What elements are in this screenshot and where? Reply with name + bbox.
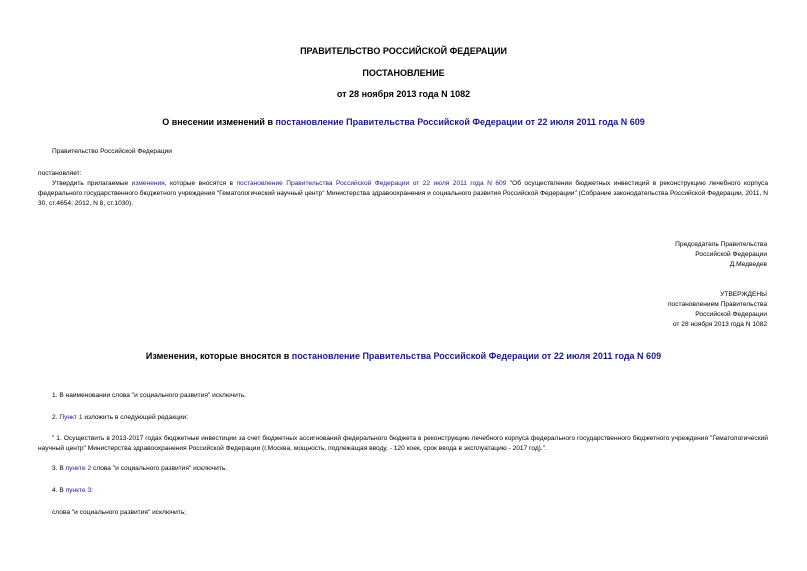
paragraph-approve xyxy=(38,179,768,209)
approved-block xyxy=(668,290,767,330)
approved-date: от 28 ноября 2013 года N 1082 xyxy=(672,321,767,328)
approved-by: постановлением Правительства xyxy=(667,301,767,308)
p1-text-b: , которые вносятся в xyxy=(164,180,237,187)
item-2-text: изложить в следующей редакции: xyxy=(82,414,189,421)
approved-country: Российской Федерации xyxy=(695,311,767,318)
item-3-num: 3. В xyxy=(52,465,66,472)
item-3 xyxy=(52,464,227,474)
signature-block xyxy=(675,240,767,270)
item-2 xyxy=(52,413,188,423)
signature-name: Д.Медведев xyxy=(729,261,767,268)
item-4-text: : xyxy=(91,487,93,494)
signature-country: Российской Федерации xyxy=(695,251,767,258)
item-3-text: слова "и социального развития" исключить. xyxy=(91,465,228,472)
item-4-link[interactable]: пункте 3 xyxy=(65,487,92,494)
item-4 xyxy=(52,486,93,496)
changes-link[interactable]: изменения xyxy=(131,180,165,187)
item-2-link[interactable]: Пункт 1 xyxy=(59,414,83,421)
changes-title-link[interactable]: постановление Правительства Российской Федерации от 22 июля 2011 года N 609 xyxy=(291,351,662,361)
item-3-link[interactable]: пункте 2 xyxy=(65,465,92,472)
item-2-quote: " 1. Осуществить в 2013-2017 годах бюджетные инвестиции за счет бюджетных ассигнований федерального бюджета в реконструкцию лечебного корпуса федерального государственного бюджетного учреждения "Гематологический научный центр" Министерства здравоохранения Российской Федерации (г.Москва, мощность, подлежащая вводу, - 120 коек, срок ввода в эксплуатацию - 2017 год).". xyxy=(38,435,768,452)
resolution-link[interactable]: постановление Правительства Российской Федерации от 22 июля 2011 года N 609 xyxy=(236,180,507,187)
item-2-num: 2. xyxy=(52,414,60,421)
changes-title-prefix: Изменения, которые вносятся в xyxy=(145,351,292,361)
p1-text-a: Утвердить прилагаемые xyxy=(52,180,132,187)
document-title xyxy=(0,116,807,128)
government-heading: ПРАВИТЕЛЬСТВО РОССИЙСКОЙ ФЕДЕРАЦИИ xyxy=(300,46,507,56)
p1-text-c: "Об осуществлении бюджетных инвестиций в реконструкцию лечебного корпуса федерального государственного бюджетного учреждения "Гематологический научный центр" Министерства здравоохранения и социального развития Российской Федерации" (Собрание законодательства Российской Федерации, 2011, N 30, ст.4654; 2012, N 8, ст.1030). xyxy=(38,180,769,207)
document-type: ПОСТАНОВЛЕНИЕ xyxy=(362,68,445,78)
decides-label: постановляет: xyxy=(38,170,82,177)
item-4-num: 4. В xyxy=(52,487,66,494)
title-prefix: О внесении изменений в xyxy=(162,117,276,127)
item-1: 1. В наименовании слова "и социального развития" исключить. xyxy=(52,392,247,399)
title-link[interactable]: постановление Правительства Российской Федерации от 22 июля 2011 года N 609 xyxy=(275,117,645,127)
government-name: Правительство Российской Федерации xyxy=(52,148,172,155)
changes-title xyxy=(0,350,807,362)
document-date: от 28 ноября 2013 года N 1082 xyxy=(336,89,471,99)
item-4-subitem: слова "и социального развития" исключить; xyxy=(52,509,187,516)
signature-title: Председатель Правительства xyxy=(675,241,767,248)
approved-label: УТВЕРЖДЕНЫ xyxy=(720,291,767,298)
